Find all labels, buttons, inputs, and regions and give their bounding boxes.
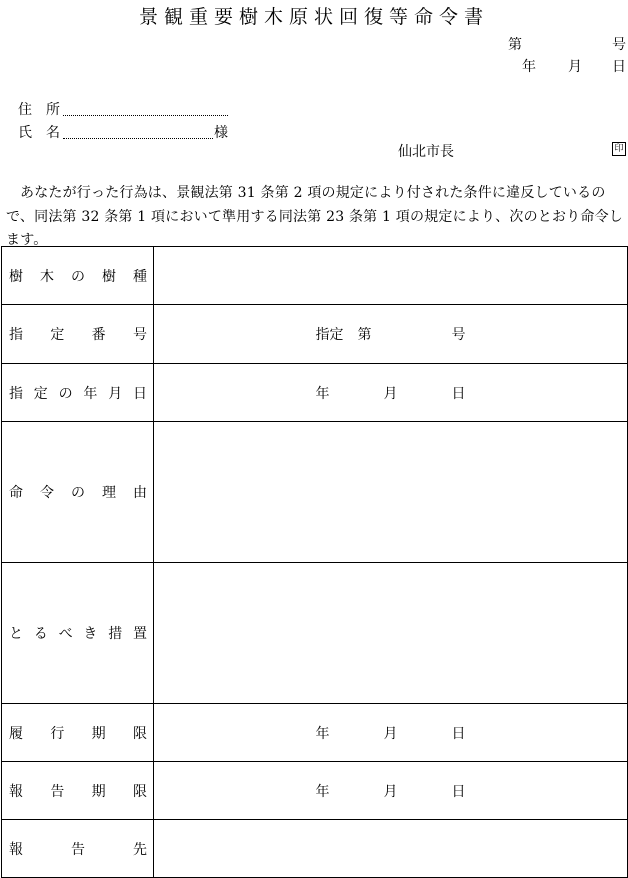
honorific: 様: [214, 125, 228, 141]
label-char: 指: [9, 327, 23, 343]
row-label-tree-species: [2, 247, 154, 305]
tree-species-field[interactable]: [154, 247, 628, 305]
designation-suffix: 号: [451, 327, 466, 343]
number-prefix: 第: [508, 37, 522, 53]
label-char: 定: [50, 327, 65, 343]
label-char: 期: [91, 783, 106, 800]
label-char: 由: [133, 485, 147, 501]
month-unit: 月: [383, 725, 398, 742]
row-label-text: [9, 623, 147, 643]
label-char: 行: [50, 725, 65, 742]
performance-deadline-field[interactable]: [154, 704, 628, 762]
table-row: [2, 820, 628, 878]
label-char: 限: [132, 783, 147, 800]
label-char: 措: [108, 626, 123, 642]
row-label-designation-number: [2, 305, 154, 364]
label-char: 告: [50, 783, 65, 800]
order-form-table: [1, 246, 628, 878]
seal-mark: 印: [612, 142, 626, 156]
required-measures-field[interactable]: [154, 563, 628, 704]
row-label-text: [9, 324, 147, 344]
month-unit: 月: [383, 783, 398, 800]
row-label-performance-deadline: [2, 704, 154, 762]
label-char: べ: [58, 626, 73, 642]
row-label-report-deadline: [2, 762, 154, 820]
designation-date-field[interactable]: [154, 364, 628, 422]
label-char: の: [58, 385, 73, 402]
label-char: 年: [83, 385, 98, 402]
order-body-text: あなたが行った行為は、景観法第 31 条第 2 項の規定により付された条件に違反しているので、同法第 32 条第 1 項において準用する同法第 23 条第 1 項の規定により、次のとおり命令します。: [6, 185, 623, 248]
name-line[interactable]: [63, 138, 213, 139]
day-unit: 日: [451, 783, 466, 800]
table-row: [2, 364, 628, 422]
day-unit: 日: [451, 385, 466, 402]
label-char: 種: [133, 268, 147, 285]
label-char: 番: [91, 327, 106, 343]
row-label-text: [9, 266, 147, 286]
label-char: 履: [9, 725, 23, 742]
row-label-required-measures: [2, 563, 154, 704]
label-char: 月: [108, 385, 123, 402]
label-char: 限: [132, 725, 147, 742]
label-char: 定: [33, 385, 48, 402]
label-char: 報: [9, 841, 23, 858]
date-day: 日: [612, 59, 626, 75]
label-char: 指: [9, 385, 23, 402]
report-to-field[interactable]: [154, 820, 628, 878]
issuer: 仙北市長: [398, 144, 454, 160]
label-char: 樹: [102, 268, 116, 285]
label-char: 日: [132, 385, 147, 402]
address-label: 住 所: [18, 102, 60, 118]
table-row: [2, 563, 628, 704]
table-row: [2, 422, 628, 563]
label-char: の: [71, 268, 85, 285]
label-char: 理: [102, 485, 116, 501]
label-char: 木: [40, 268, 54, 285]
label-char: 報: [9, 783, 23, 800]
number-suffix: 号: [612, 37, 626, 53]
order-reason-field[interactable]: [154, 422, 628, 563]
row-label-text: [9, 723, 147, 743]
document-title: 景観重要樹木原状回復等命令書: [138, 6, 489, 28]
label-char: 令: [40, 485, 54, 501]
month-unit: 月: [383, 385, 398, 402]
table-row: [2, 305, 628, 364]
row-label-text: [9, 383, 147, 403]
name-label: 氏 名: [18, 125, 60, 141]
year-unit: 年: [315, 783, 330, 800]
label-char: と: [9, 626, 23, 642]
label-char: 命: [9, 485, 23, 501]
designation-number-field[interactable]: [154, 305, 628, 364]
address-line[interactable]: [63, 115, 228, 116]
label-char: る: [33, 626, 48, 642]
day-unit: 日: [451, 725, 466, 742]
label-char: 先: [133, 841, 147, 858]
row-label-report-to: [2, 820, 154, 878]
row-label-text: [9, 482, 147, 502]
report-deadline-field[interactable]: [154, 762, 628, 820]
label-char: 期: [91, 725, 106, 742]
label-char: の: [71, 485, 85, 501]
table-row: [2, 762, 628, 820]
designation-prefix: 指定 第: [315, 327, 372, 343]
label-char: 置: [132, 626, 147, 642]
label-char: 樹: [9, 268, 23, 285]
label-char: 号: [132, 327, 147, 343]
label-char: 告: [71, 841, 85, 858]
year-unit: 年: [315, 385, 330, 402]
table-row: [2, 247, 628, 305]
label-char: き: [83, 626, 98, 642]
row-label-order-reason: [2, 422, 154, 563]
row-label-text: [9, 839, 147, 859]
row-label-text: [9, 781, 147, 801]
date-month: 月: [568, 59, 582, 75]
year-unit: 年: [315, 725, 330, 742]
date-year: 年: [522, 59, 536, 75]
row-label-designation-date: [2, 364, 154, 422]
table-row: [2, 704, 628, 762]
